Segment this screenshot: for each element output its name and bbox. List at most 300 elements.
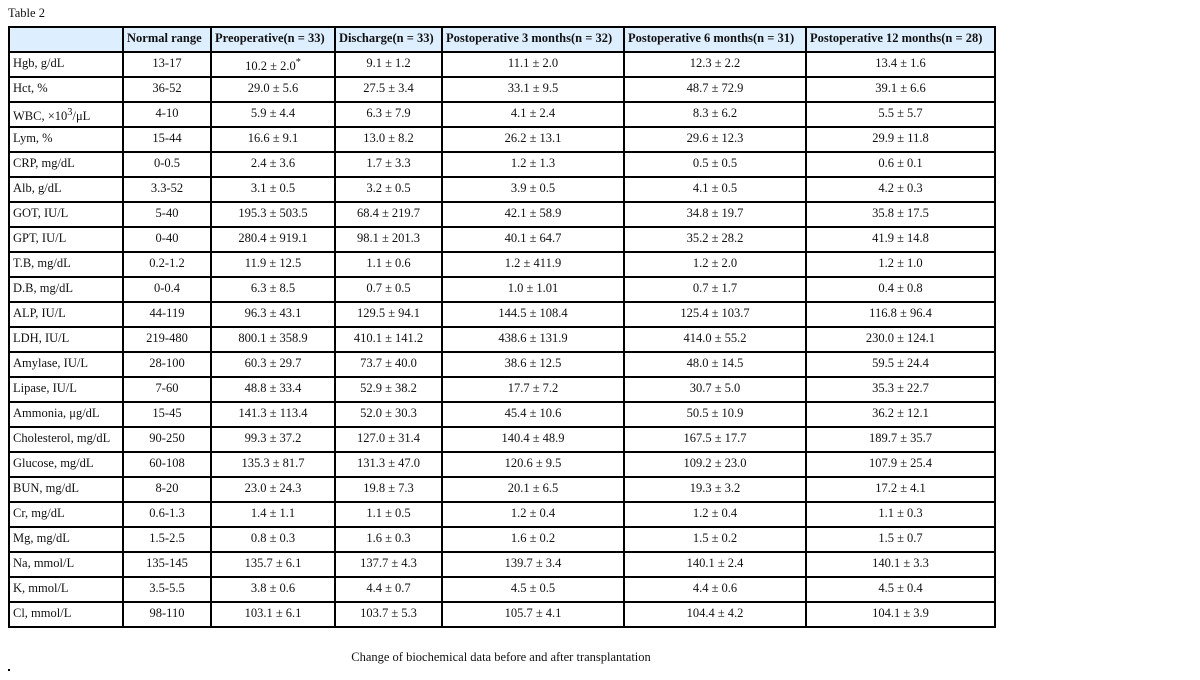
- table-row: [9, 502, 995, 527]
- cell-discharge: [335, 52, 442, 77]
- cell-postop-12-months: [806, 277, 995, 302]
- cell-postop-3-months: [442, 352, 624, 377]
- table-row: [9, 602, 995, 627]
- cell-postop-3-months: [442, 102, 624, 127]
- cell-postop-6-months-text: 0.5 ± 0.5: [692, 156, 738, 170]
- cell-postop-6-months-text: 1.5 ± 0.2: [692, 531, 738, 545]
- cell-preoperative: [211, 377, 335, 402]
- cell-postop-3-months-text: 33.1 ± 9.5: [507, 81, 559, 95]
- cell-postop-6-months-text: 140.1 ± 2.4: [686, 556, 744, 570]
- cell-discharge-text: 52.0 ± 30.3: [360, 406, 417, 420]
- cell-parameter-text: Amylase, IU/L: [13, 356, 88, 370]
- cell-normal-range: [123, 352, 211, 377]
- cell-preoperative-text: 135.7 ± 6.1: [244, 556, 302, 570]
- table-row: [9, 577, 995, 602]
- cell-postop-6-months: [624, 452, 806, 477]
- cell-normal-range: [123, 127, 211, 152]
- cell-parameter: [9, 302, 123, 327]
- table-body: [9, 52, 995, 627]
- cell-preoperative-text: 11.9 ± 12.5: [244, 256, 302, 270]
- cell-postop-3-months-text: 45.4 ± 10.6: [504, 406, 562, 420]
- cell-postop-12-months: [806, 177, 995, 202]
- cell-postop-3-months: [442, 427, 624, 452]
- cell-preoperative: [211, 202, 335, 227]
- cell-postop-3-months-text: 42.1 ± 58.9: [504, 206, 562, 220]
- cell-normal-range: [123, 577, 211, 602]
- cell-preoperative-text: 195.3 ± 503.5: [238, 206, 308, 220]
- cell-parameter: [9, 577, 123, 602]
- cell-discharge: [335, 452, 442, 477]
- cell-discharge: [335, 127, 442, 152]
- cell-preoperative-text: 800.1 ± 358.9: [238, 331, 308, 345]
- cell-parameter: [9, 127, 123, 152]
- header-row: [9, 27, 995, 52]
- cell-discharge: [335, 152, 442, 177]
- cell-postop-6-months: [624, 52, 806, 77]
- cell-postop-12-months: [806, 202, 995, 227]
- cell-normal-range: [123, 177, 211, 202]
- cell-preoperative-text: 280.4 ± 919.1: [238, 231, 308, 245]
- cell-discharge-text: 137.7 ± 4.3: [360, 556, 417, 570]
- cell-discharge-text: 410.1 ± 141.2: [353, 331, 424, 345]
- cell-postop-6-months: [624, 502, 806, 527]
- cell-parameter: [9, 477, 123, 502]
- cell-parameter-text: Na, mmol/L: [13, 556, 75, 570]
- cell-postop-12-months-text: 35.8 ± 17.5: [872, 206, 929, 220]
- cell-normal-range-text: 15-45: [152, 406, 182, 420]
- cell-postop-12-months-text: 36.2 ± 12.1: [872, 406, 929, 420]
- cell-postop-3-months-text: 1.2 ± 411.9: [504, 256, 562, 270]
- cell-preoperative: [211, 427, 335, 452]
- cell-discharge-text: 103.7 ± 5.3: [360, 606, 417, 620]
- cell-preoperative: [211, 452, 335, 477]
- cell-discharge-text: 98.1 ± 201.3: [356, 231, 421, 245]
- cell-postop-12-months: [806, 352, 995, 377]
- cell-postop-12-months-text: 189.7 ± 35.7: [868, 431, 933, 445]
- cell-discharge-text: 13.0 ± 8.2: [363, 131, 414, 145]
- table-row: [9, 327, 995, 352]
- cell-preoperative: [211, 277, 335, 302]
- cell-preoperative-text: 141.3 ± 113.4: [238, 406, 308, 420]
- cell-normal-range-text: 36-52: [152, 81, 182, 95]
- cell-parameter: [9, 352, 123, 377]
- cell-discharge: [335, 402, 442, 427]
- cell-postop-6-months-text: 414.0 ± 55.2: [683, 331, 747, 345]
- cell-preoperative-text: 6.3 ± 8.5: [250, 281, 296, 295]
- cell-postop-6-months: [624, 102, 806, 127]
- cell-postop-12-months: [806, 52, 995, 77]
- cell-normal-range: [123, 377, 211, 402]
- cell-discharge: [335, 102, 442, 127]
- cell-postop-3-months-text: 20.1 ± 6.5: [507, 481, 559, 495]
- cell-discharge: [335, 227, 442, 252]
- cell-postop-12-months-text: 5.5 ± 5.7: [878, 106, 923, 120]
- header-parameter: [9, 27, 123, 52]
- cell-normal-range: [123, 227, 211, 252]
- cell-postop-3-months-text: 1.0 ± 1.01: [507, 281, 559, 295]
- cell-postop-12-months-text: 59.5 ± 24.4: [872, 356, 929, 370]
- cell-postop-6-months: [624, 327, 806, 352]
- cell-postop-12-months-text: 0.6 ± 0.1: [878, 156, 923, 170]
- cell-postop-6-months-text: 29.6 ± 12.3: [686, 131, 744, 145]
- cell-parameter: [9, 252, 123, 277]
- cell-normal-range-text: 3.3-52: [150, 181, 184, 195]
- table-row: [9, 77, 995, 102]
- cell-preoperative: [211, 402, 335, 427]
- cell-postop-3-months-text: 4.1 ± 2.4: [510, 106, 556, 120]
- cell-preoperative: [211, 552, 335, 577]
- cell-postop-6-months: [624, 352, 806, 377]
- cell-discharge: [335, 427, 442, 452]
- cell-preoperative-text: 2.4 ± 3.6: [250, 156, 296, 170]
- cell-postop-6-months: [624, 302, 806, 327]
- cell-postop-3-months-text: 1.6 ± 0.2: [510, 531, 556, 545]
- cell-postop-3-months: [442, 377, 624, 402]
- cell-postop-12-months: [806, 427, 995, 452]
- cell-postop-12-months: [806, 302, 995, 327]
- cell-preoperative: [211, 527, 335, 552]
- cell-discharge: [335, 327, 442, 352]
- table-row: [9, 227, 995, 252]
- cell-normal-range-text: 219-480: [146, 331, 188, 345]
- cell-discharge-text: 0.7 ± 0.5: [366, 281, 411, 295]
- cell-normal-range-text: 98-110: [149, 606, 185, 620]
- cell-postop-6-months: [624, 77, 806, 102]
- cell-normal-range: [123, 52, 211, 77]
- cell-postop-12-months-text: 116.8 ± 96.4: [869, 306, 932, 320]
- cell-postop-12-months: [806, 527, 995, 552]
- cell-postop-3-months: [442, 177, 624, 202]
- cell-preoperative-text: 48.8 ± 33.4: [244, 381, 302, 395]
- cell-discharge: [335, 602, 442, 627]
- table-row: [9, 552, 995, 577]
- cell-normal-range: [123, 477, 211, 502]
- cell-postop-12-months: [806, 552, 995, 577]
- cell-parameter-text: Glucose, mg/dL: [13, 456, 94, 470]
- cell-preoperative-text: 0.8 ± 0.3: [250, 531, 296, 545]
- cell-postop-12-months-text: 17.2 ± 4.1: [875, 481, 926, 495]
- cell-discharge: [335, 477, 442, 502]
- table-row: [9, 302, 995, 327]
- cell-postop-6-months-text: 48.7 ± 72.9: [686, 81, 744, 95]
- cell-preoperative: [211, 502, 335, 527]
- cell-postop-3-months-text: 140.4 ± 48.9: [501, 431, 565, 445]
- cell-normal-range: [123, 527, 211, 552]
- cell-postop-12-months: [806, 452, 995, 477]
- cell-discharge-text: 1.7 ± 3.3: [366, 156, 411, 170]
- cell-postop-6-months-text: 30.7 ± 5.0: [689, 381, 741, 395]
- cell-parameter: [9, 602, 123, 627]
- cell-postop-12-months-text: 13.4 ± 1.6: [875, 56, 926, 70]
- cell-postop-6-months-text: 4.1 ± 0.5: [692, 181, 738, 195]
- table-row: [9, 127, 995, 152]
- cell-postop-6-months: [624, 527, 806, 552]
- cell-discharge-text: 6.3 ± 7.9: [366, 106, 411, 120]
- cell-parameter: [9, 377, 123, 402]
- table-row: [9, 377, 995, 402]
- cell-normal-range-text: 0-0.4: [153, 281, 181, 295]
- cell-postop-3-months-text: 40.1 ± 64.7: [504, 231, 562, 245]
- cell-parameter-text: K, mmol/L: [13, 581, 69, 595]
- table-row: [9, 177, 995, 202]
- cell-parameter-text: Lym, %: [13, 131, 53, 145]
- cell-postop-6-months: [624, 402, 806, 427]
- cell-preoperative: [211, 577, 335, 602]
- cell-parameter-text: WBC, ×10: [13, 109, 68, 124]
- cell-parameter: [9, 427, 123, 452]
- table-row: [9, 427, 995, 452]
- cell-preoperative-text: 103.1 ± 6.1: [244, 606, 302, 620]
- decorative-dot: [8, 669, 10, 671]
- cell-postop-6-months: [624, 227, 806, 252]
- cell-postop-6-months-text: 35.2 ± 28.2: [686, 231, 744, 245]
- header-postop-3-months: Postoperative 3 months(n = 32): [442, 27, 624, 52]
- cell-normal-range-text: 3.5-5.5: [149, 581, 185, 595]
- cell-postop-3-months: [442, 127, 624, 152]
- cell-parameter: [9, 152, 123, 177]
- table-row: [9, 477, 995, 502]
- cell-normal-range-text: 4-10: [155, 106, 179, 120]
- biochemical-data-table: [8, 26, 996, 628]
- cell-postop-3-months: [442, 277, 624, 302]
- cell-discharge-text: 52.9 ± 38.2: [360, 381, 417, 395]
- cell-postop-3-months: [442, 402, 624, 427]
- cell-normal-range: [123, 452, 211, 477]
- cell-preoperative: [211, 327, 335, 352]
- cell-postop-3-months: [442, 252, 624, 277]
- cell-normal-range-text: 0-0.5: [153, 156, 181, 170]
- cell-normal-range-text: 90-250: [149, 431, 185, 445]
- cell-discharge: [335, 77, 442, 102]
- cell-postop-3-months-text: 3.9 ± 0.5: [510, 181, 556, 195]
- cell-discharge-text: 131.3 ± 47.0: [356, 456, 421, 470]
- cell-postop-3-months-text: 438.6 ± 131.9: [498, 331, 568, 345]
- cell-preoperative-text: 60.3 ± 29.7: [244, 356, 302, 370]
- table-row: [9, 102, 995, 127]
- cell-postop-3-months: [442, 452, 624, 477]
- cell-postop-6-months-text: 19.3 ± 3.2: [689, 481, 741, 495]
- cell-postop-12-months: [806, 327, 995, 352]
- table-caption: Change of biochemical data before and after transplantation: [351, 650, 651, 664]
- cell-preoperative: [211, 52, 335, 77]
- cell-postop-12-months-text: 35.3 ± 22.7: [872, 381, 929, 395]
- cell-parameter: [9, 527, 123, 552]
- cell-postop-3-months: [442, 302, 624, 327]
- cell-postop-12-months-text: 29.9 ± 11.8: [872, 131, 929, 145]
- cell-normal-range: [123, 502, 211, 527]
- cell-parameter-text: ALP, IU/L: [13, 306, 66, 320]
- cell-postop-12-months: [806, 77, 995, 102]
- cell-parameter: [9, 552, 123, 577]
- cell-postop-6-months-text: 0.7 ± 1.7: [692, 281, 738, 295]
- cell-postop-6-months: [624, 427, 806, 452]
- cell-normal-range-text: 5-40: [155, 206, 179, 220]
- header-normal-range: Normal range: [123, 27, 211, 52]
- cell-postop-6-months-text: 4.4 ± 0.6: [692, 581, 738, 595]
- cell-discharge-text: 19.8 ± 7.3: [363, 481, 414, 495]
- cell-parameter-text: GOT, IU/L: [13, 206, 69, 220]
- cell-postop-12-months: [806, 577, 995, 602]
- cell-parameter: [9, 502, 123, 527]
- cell-parameter-text: Mg, mg/dL: [13, 531, 70, 545]
- cell-parameter: [9, 177, 123, 202]
- cell-postop-3-months-text: 120.6 ± 9.5: [504, 456, 562, 470]
- cell-preoperative: [211, 152, 335, 177]
- cell-postop-3-months-text: 1.2 ± 0.4: [510, 506, 556, 520]
- cell-postop-3-months: [442, 202, 624, 227]
- cell-preoperative: [211, 602, 335, 627]
- cell-preoperative: [211, 302, 335, 327]
- cell-postop-12-months-text: 1.5 ± 0.7: [878, 531, 923, 545]
- cell-postop-6-months: [624, 377, 806, 402]
- table-row: [9, 277, 995, 302]
- cell-preoperative-text: 5.9 ± 4.4: [250, 106, 296, 120]
- cell-postop-6-months-text: 34.8 ± 19.7: [686, 206, 744, 220]
- cell-discharge: [335, 527, 442, 552]
- cell-parameter: [9, 327, 123, 352]
- cell-normal-range: [123, 427, 211, 452]
- cell-normal-range-text: 7-60: [155, 381, 179, 395]
- cell-postop-6-months-text: 12.3 ± 2.2: [689, 56, 741, 70]
- cell-discharge-text: 73.7 ± 40.0: [360, 356, 417, 370]
- cell-preoperative: [211, 102, 335, 127]
- cell-postop-12-months-text: 230.0 ± 124.1: [865, 331, 936, 345]
- cell-parameter-text: Cholesterol, mg/dL: [13, 431, 111, 445]
- cell-normal-range-text: 0-40: [155, 231, 179, 245]
- cell-discharge-text: 68.4 ± 219.7: [356, 206, 421, 220]
- table-row: [9, 52, 995, 77]
- cell-postop-3-months-text: 38.6 ± 12.5: [504, 356, 562, 370]
- cell-postop-12-months: [806, 402, 995, 427]
- cell-normal-range-text: 28-100: [149, 356, 185, 370]
- cell-postop-6-months-text: 125.4 ± 103.7: [680, 306, 750, 320]
- cell-normal-range: [123, 327, 211, 352]
- cell-postop-12-months-text: 4.2 ± 0.3: [878, 181, 923, 195]
- cell-postop-6-months: [624, 127, 806, 152]
- cell-postop-12-months: [806, 602, 995, 627]
- table-row: [9, 252, 995, 277]
- cell-preoperative-text: 10.2 ± 2.0: [245, 59, 296, 74]
- cell-postop-12-months: [806, 252, 995, 277]
- cell-preoperative: [211, 352, 335, 377]
- cell-postop-6-months-text: 167.5 ± 17.7: [683, 431, 747, 445]
- header-preoperative: Preoperative(n = 33): [211, 27, 335, 52]
- cell-normal-range-text: 0.6-1.3: [149, 506, 185, 520]
- table-row: [9, 202, 995, 227]
- header-discharge: Discharge(n = 33): [335, 27, 442, 52]
- cell-postop-12-months-text: 0.4 ± 0.8: [878, 281, 923, 295]
- cell-postop-12-months: [806, 102, 995, 127]
- cell-parameter-text: Cl, mmol/L: [13, 606, 72, 620]
- cell-parameter-text: Lipase, IU/L: [13, 381, 77, 395]
- cell-postop-6-months-text: 1.2 ± 2.0: [692, 256, 738, 270]
- cell-preoperative-text: 96.3 ± 43.1: [244, 306, 302, 320]
- cell-parameter-text: Hct, %: [13, 81, 48, 95]
- cell-normal-range: [123, 302, 211, 327]
- cell-postop-12-months-text: 4.5 ± 0.4: [878, 581, 923, 595]
- cell-postop-12-months-text: 140.1 ± 3.3: [872, 556, 929, 570]
- cell-postop-3-months: [442, 477, 624, 502]
- cell-preoperative-text: 3.1 ± 0.5: [250, 181, 296, 195]
- cell-parameter-text: CRP, mg/dL: [13, 156, 75, 170]
- cell-normal-range-text: 8-20: [155, 481, 179, 495]
- cell-discharge-text: 4.4 ± 0.7: [366, 581, 411, 595]
- cell-postop-6-months: [624, 477, 806, 502]
- cell-parameter: [9, 402, 123, 427]
- cell-discharge: [335, 552, 442, 577]
- cell-postop-3-months-text: 1.2 ± 1.3: [510, 156, 556, 170]
- cell-postop-6-months-text: 109.2 ± 23.0: [683, 456, 747, 470]
- table-row: [9, 402, 995, 427]
- cell-discharge-text: 1.1 ± 0.5: [366, 506, 411, 520]
- cell-discharge-text: 1.1 ± 0.6: [366, 256, 411, 270]
- cell-postop-6-months: [624, 202, 806, 227]
- cell-preoperative-text: 16.6 ± 9.1: [247, 131, 299, 145]
- table-row: [9, 352, 995, 377]
- cell-postop-3-months-text: 17.7 ± 7.2: [507, 381, 559, 395]
- cell-normal-range: [123, 552, 211, 577]
- cell-postop-12-months-text: 41.9 ± 14.8: [872, 231, 929, 245]
- cell-postop-3-months-text: 26.2 ± 13.1: [504, 131, 562, 145]
- cell-postop-6-months: [624, 152, 806, 177]
- cell-postop-3-months: [442, 577, 624, 602]
- cell-preoperative-text: 3.8 ± 0.6: [250, 581, 296, 595]
- cell-postop-6-months: [624, 552, 806, 577]
- cell-discharge-text: 127.0 ± 31.4: [356, 431, 421, 445]
- cell-postop-3-months: [442, 227, 624, 252]
- cell-parameter-text: Hgb, g/dL: [13, 56, 65, 70]
- cell-discharge-text: 3.2 ± 0.5: [366, 181, 411, 195]
- cell-postop-12-months: [806, 152, 995, 177]
- cell-preoperative: [211, 177, 335, 202]
- cell-postop-6-months: [624, 252, 806, 277]
- header-postop-6-months: Postoperative 6 months(n = 31): [624, 27, 806, 52]
- cell-preoperative-text: 23.0 ± 24.3: [244, 481, 302, 495]
- cell-preoperative: [211, 477, 335, 502]
- cell-preoperative-text: 1.4 ± 1.1: [250, 506, 296, 520]
- cell-postop-6-months-text: 8.3 ± 6.2: [692, 106, 738, 120]
- cell-parameter-text: Cr, mg/dL: [13, 506, 65, 520]
- cell-normal-range: [123, 252, 211, 277]
- cell-postop-3-months-text: 144.5 ± 108.4: [498, 306, 568, 320]
- cell-postop-6-months: [624, 277, 806, 302]
- cell-normal-range: [123, 277, 211, 302]
- cell-parameter-text: BUN, mg/dL: [13, 481, 79, 495]
- table-row: [9, 152, 995, 177]
- cell-postop-3-months-text: 4.5 ± 0.5: [510, 581, 556, 595]
- cell-postop-12-months-text: 107.9 ± 25.4: [868, 456, 933, 470]
- cell-postop-12-months: [806, 227, 995, 252]
- cell-postop-3-months: [442, 327, 624, 352]
- cell-postop-3-months: [442, 552, 624, 577]
- cell-postop-6-months: [624, 177, 806, 202]
- cell-preoperative: [211, 227, 335, 252]
- cell-discharge: [335, 502, 442, 527]
- cell-discharge-text: 1.6 ± 0.3: [366, 531, 411, 545]
- cell-discharge-text: 27.5 ± 3.4: [363, 81, 414, 95]
- cell-parameter: [9, 227, 123, 252]
- cell-postop-12-months: [806, 377, 995, 402]
- cell-postop-3-months: [442, 52, 624, 77]
- cell-postop-12-months-text: 1.2 ± 1.0: [878, 256, 923, 270]
- cell-discharge-text: 129.5 ± 94.1: [356, 306, 421, 320]
- cell-parameter-text: Alb, g/dL: [13, 181, 62, 195]
- cell-discharge: [335, 252, 442, 277]
- cell-parameter: [9, 202, 123, 227]
- cell-preoperative: [211, 252, 335, 277]
- table-label: Table 2: [8, 6, 45, 20]
- cell-discharge: [335, 352, 442, 377]
